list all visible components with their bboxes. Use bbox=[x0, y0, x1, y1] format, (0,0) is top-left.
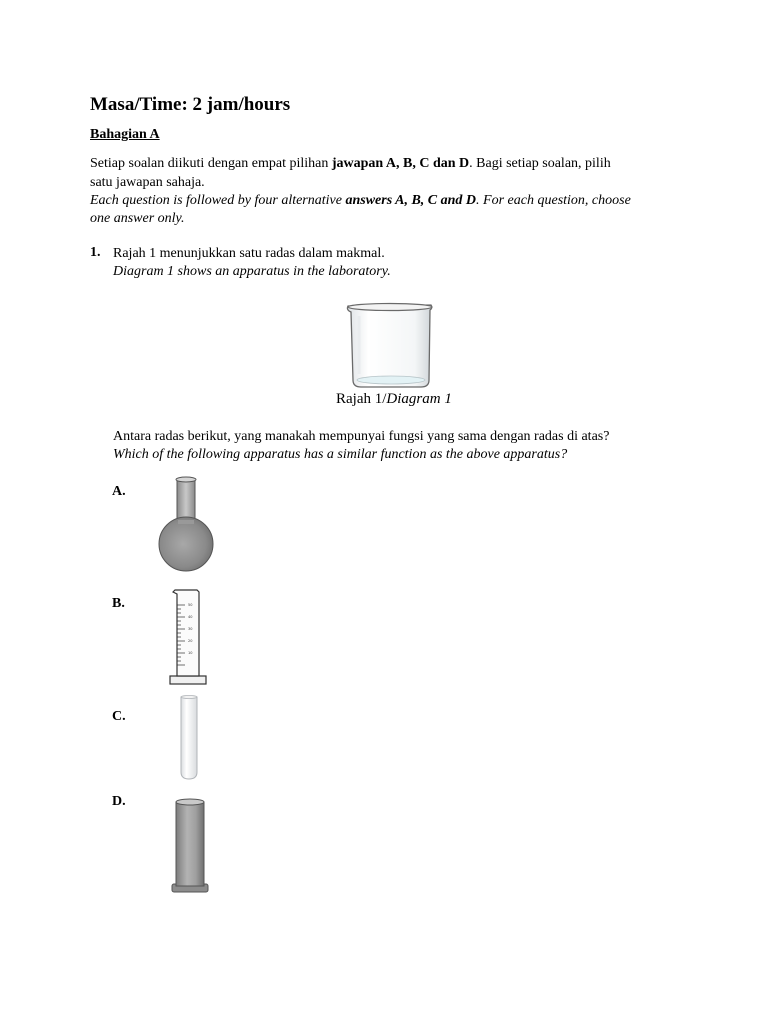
measuring-cylinder-icon[interactable] bbox=[168, 587, 210, 687]
scale-label: 50 bbox=[188, 603, 193, 607]
section-heading: Bahagian A bbox=[90, 127, 160, 142]
option-d-letter: D. bbox=[112, 794, 126, 809]
question-stem-english: Diagram 1 shows an apparatus in the laboratory. bbox=[113, 264, 391, 279]
instruction-malay-text-end: . Bagi setiap soalan, pilih bbox=[469, 156, 611, 171]
instruction-english-line1 bbox=[90, 192, 631, 210]
round-bottom-flask-icon[interactable] bbox=[158, 476, 216, 574]
instruction-english-text-end: . For each question, choose bbox=[476, 193, 631, 208]
option-c-letter: C. bbox=[112, 709, 126, 724]
option-d[interactable] bbox=[112, 792, 126, 810]
caption-english: Diagram 1 bbox=[386, 391, 452, 407]
option-c[interactable] bbox=[112, 707, 126, 725]
scale-label: 10 bbox=[188, 651, 193, 655]
option-a[interactable] bbox=[112, 482, 126, 500]
scale-label: 30 bbox=[188, 627, 193, 631]
beaker-icon bbox=[345, 302, 435, 390]
caption-malay: Rajah 1/ bbox=[336, 391, 387, 407]
option-a-letter: A. bbox=[112, 484, 126, 499]
scale-label: 20 bbox=[188, 639, 193, 643]
instruction-english-bold: answers A, B, C and D bbox=[345, 193, 477, 208]
instruction-malay-text: Setiap soalan diikuti dengan empat pilihan bbox=[90, 156, 332, 171]
instruction-malay-bold: jawapan A, B, C dan D bbox=[331, 156, 470, 171]
question-prompt-malay: Antara radas berikut, yang manakah mempunyai fungsi yang sama dengan radas di atas? bbox=[113, 429, 610, 444]
question-stem-malay: Rajah 1 menunjukkan satu radas dalam makmal. bbox=[113, 246, 385, 261]
instruction-malay-line2: satu jawapan sahaja. bbox=[90, 175, 205, 190]
question-number: 1. bbox=[90, 245, 101, 260]
option-b[interactable] bbox=[112, 594, 125, 612]
gas-jar-icon[interactable] bbox=[170, 796, 210, 896]
option-b-letter: B. bbox=[112, 596, 125, 611]
question-prompt-english: Which of the following apparatus has a similar function as the above apparatus? bbox=[113, 447, 568, 462]
scale-label: 40 bbox=[188, 615, 193, 619]
diagram-caption bbox=[336, 391, 452, 408]
instruction-english-text: Each question is followed by four alternative bbox=[90, 193, 346, 208]
page-title: Masa/Time: 2 jam/hours bbox=[90, 94, 291, 115]
instruction-malay-line1 bbox=[90, 155, 611, 173]
instruction-english-line2: one answer only. bbox=[90, 211, 185, 226]
test-tube-icon[interactable] bbox=[178, 694, 200, 782]
